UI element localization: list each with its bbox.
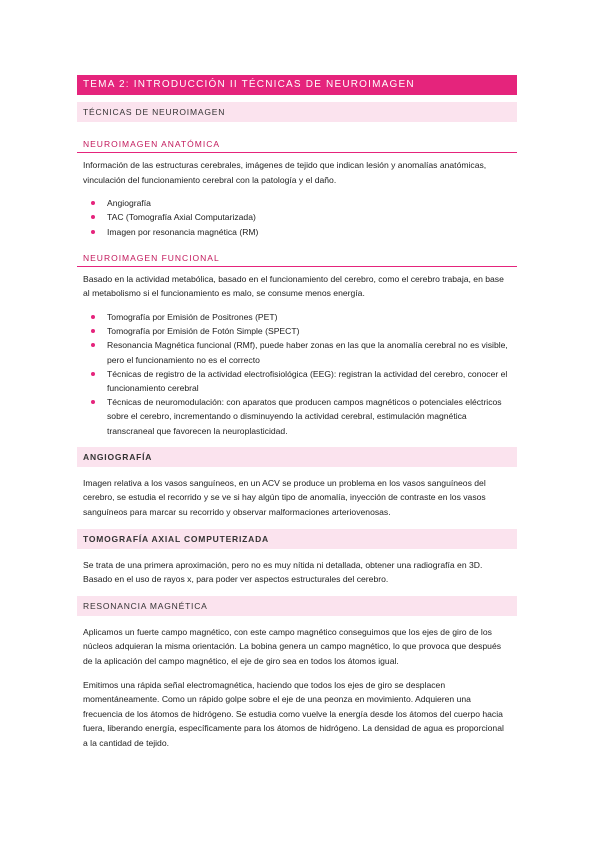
subheading-anatomica: NEUROIMAGEN ANATÓMICA [77, 131, 517, 153]
list-item: Resonancia Magnética funcional (RMf), puede haber zonas en las que la anomalía cerebral no es visible, pero el funcionamiento no es el correcto [107, 338, 511, 366]
funcional-paragraph: Basado en la actividad metabólica, basado en el funcionamiento del cerebro, como el cerebro trabaja, en base al metabolismo si el funcionamiento es malo, se consume menos energía. [83, 273, 504, 299]
anatomica-list [77, 196, 517, 239]
rm-paragraph-2: Emitimos una rápida señal electromagnética, haciendo que todos los ejes de giro se desplacen momentáneamente. Como un rápido golpe sobre el eje de una peonza en movimiento. Adquieren una frecuencia de los átomos de hidrógeno. Se estudia como vuelve la energía desde los átomos del cuerpo hacia fuera, liberando energía, específicamente para los átomos de hidrógeno. La densidad de agua es proporcional a la cantidad de tejido. [83, 679, 504, 748]
document-page [77, 75, 517, 751]
list-item: Técnicas de neuromodulación: con aparatos que producen campos magnéticos o potenciales eléctricos sobre el cerebro, incrementando o disminuyendo la actividad cerebral, estimulación magnética transcraneal que favorecen la neuroplasticidad. [107, 395, 511, 438]
section-heading-tecnicas: TÉCNICAS DE NEUROIMAGEN [77, 102, 517, 122]
subheading-funcional: NEUROIMAGEN FUNCIONAL [77, 245, 517, 267]
section-heading-angiografia: ANGIOGRAFÍA [77, 447, 517, 467]
section-heading-tac: TOMOGRAFÍA AXIAL COMPUTERIZADA [77, 529, 517, 549]
list-item: Imagen por resonancia magnética (RM) [107, 225, 511, 239]
list-item: Angiografía [107, 196, 511, 210]
list-item: Técnicas de registro de la actividad electrofisiológica (EEG): registran la actividad del cerebro, conocer el funcionamiento cerebral [107, 367, 511, 395]
list-item: Tomografía por Emisión de Fotón Simple (SPECT) [107, 324, 511, 338]
list-item: TAC (Tomografía Axial Computarizada) [107, 210, 511, 224]
angiografia-paragraph: Imagen relativa a los vasos sanguíneos, en un ACV se produce un problema en los vasos sanguíneos del cerebro, se estudia el recorrido y se ve si hay algún tipo de anomalía, inyección de contraste en los vasos sanguíneos para marcar su recorrido y observar malformaciones arteriovenosas. [83, 477, 486, 517]
list-item: Tomografía por Emisión de Positrones (PET) [107, 310, 511, 324]
tac-paragraph: Se trata de una primera aproximación, pero no es muy nítida ni detallada, obtener una radiografía en 3D. Basado en el uso de rayos x, para poder ver aspectos estructurales del cerebro. [83, 559, 483, 585]
anatomica-paragraph: Información de las estructuras cerebrales, imágenes de tejido que indican lesión y anomalías anatómicas, vinculación del funcionamiento cerebral con la patología y el daño. [83, 160, 487, 185]
section-heading-rm: RESONANCIA MAGNÉTICA [77, 596, 517, 616]
rm-paragraph-1: Aplicamos un fuerte campo magnético, con este campo magnético conseguimos que los ejes de giro de los núcleos adquieran la misma orientación. La bobina genera un campo magnético, lo que provoca que después de la aplicación del campo magnético, el eje de giro sea en todos los átomos igual. [83, 626, 502, 666]
document-title: TEMA 2: INTRODUCCIÓN II TÉCNICAS DE NEUROIMAGEN [77, 75, 517, 95]
funcional-list [77, 310, 517, 438]
